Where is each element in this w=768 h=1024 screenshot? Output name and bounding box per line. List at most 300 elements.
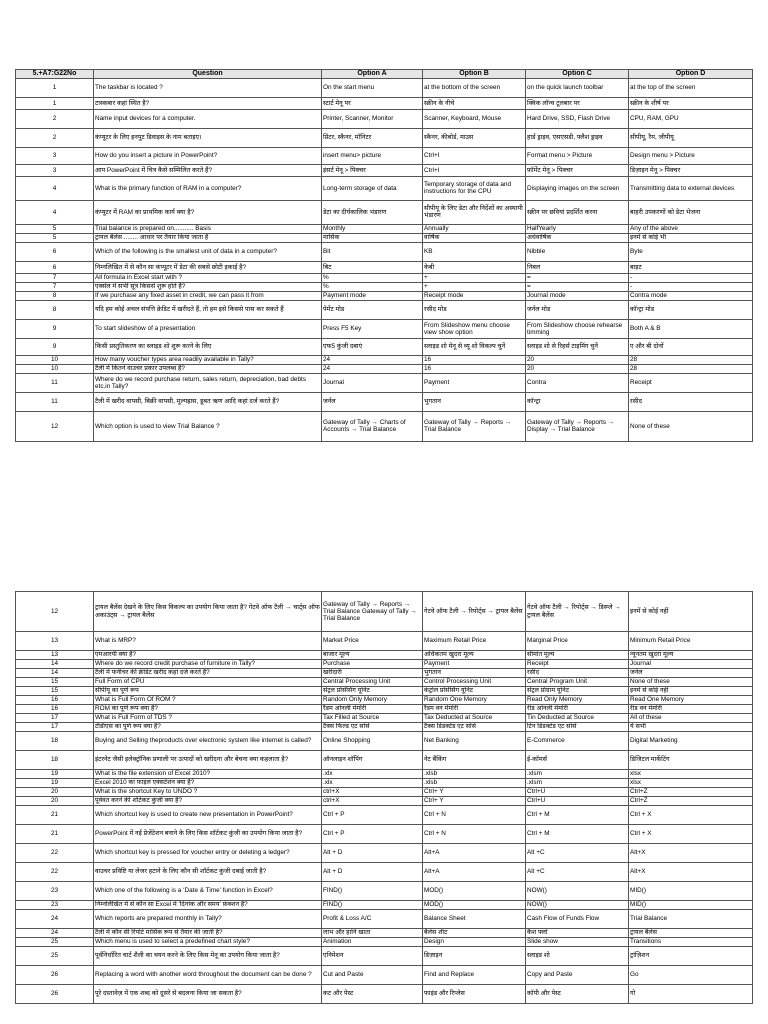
table-row [16,128,753,147]
option-a-cell: FIND() [322,882,423,901]
table-row [16,806,753,825]
question-cell: What is the file extension of Excel 2010? [94,770,322,779]
header-option-b: Option B [423,70,526,79]
row-number: 24 [16,910,94,929]
question-cell: Excel 2010 का फ़ाइल एक्सटेंशन क्या है? [94,779,322,788]
table-row [16,696,753,705]
option-b-cell: Receipt mode [423,291,526,300]
question-sheet-top [15,69,753,442]
row-number: 19 [16,770,94,779]
option-c-cell: Read Only Memory [526,696,629,705]
option-d-cell: सीपीयू, रैम, जीपीयू [629,128,753,147]
option-b-cell: Design [423,938,526,947]
option-a-cell: Monthly [322,224,423,233]
row-number: 23 [16,882,94,901]
option-d-cell: 28 [629,355,753,364]
option-c-cell: = [526,282,629,291]
option-d-cell: Go [629,966,753,985]
table-row [16,319,753,338]
header-option-a: Option A [322,70,423,79]
option-a-cell: Profit & Loss A/C [322,910,423,929]
option-a-cell: टैक्स फिल्ड एट सोर्स [322,723,423,732]
option-c-cell: Alt +C [526,863,629,882]
option-a-cell: FIND() [322,901,423,910]
question-cell: पूर्वनिर्धारित चार्ट शैली का चयन करने के लिए किस मेनू का उपयोग किया जाता है? [94,947,322,966]
option-c-cell: .xlsm [526,779,629,788]
option-a-cell: Gateway of Tally → Charts of Accounts → Trial Balance [322,411,423,441]
row-number: 22 [16,863,94,882]
option-a-cell: Gateway of Tally → Reports → Trial Balance Gateway of Tally → Trial Balance [322,592,423,632]
question-cell: Where do we record purchase return, sales return, depreciation, bad debts etc.in Tally? [94,373,322,392]
row-number: 2 [16,128,94,147]
table-row [16,261,753,273]
option-c-cell: Displaying images on the screen [526,176,629,200]
option-c-cell: जर्नल मोड [526,300,629,319]
option-b-cell: Payment [423,660,526,669]
table-row [16,723,753,732]
option-a-cell: Alt + D [322,844,423,863]
option-c-cell: Ctrl+U [526,788,629,797]
option-b-cell: स्लाइड शो मेनू से व्यू शो विकल्प चुनें [423,338,526,355]
option-a-cell: कट और पेस्ट [322,985,423,1004]
option-d-cell: Digital Marketing [629,732,753,751]
option-d-cell: स्क्रीन के शीर्ष पर [629,97,753,109]
table-row [16,109,753,128]
row-number: 9 [16,338,94,355]
option-c-cell: Format menu > Picture [526,147,629,164]
option-a-cell: Ctrl + P [322,825,423,844]
option-a-cell: Cut and Paste [322,966,423,985]
option-d-cell: Minimum Retail Price [629,632,753,651]
option-c-cell: 20 [526,355,629,364]
question-cell: All formula in Excel start with ? [94,273,322,282]
option-b-cell: केबी [423,261,526,273]
question-cell: कंप्यूटर के लिए इनपुट डिवाइस के नाम बताइए। [94,128,322,147]
question-cell: The taskbar is located ? [94,78,322,97]
option-d-cell: Alt+X [629,844,753,863]
option-a-cell: 24 [322,364,423,373]
option-b-cell: सीपीयू के लिए डेटा और निर्देशों का अस्थायी भंडारण [423,200,526,224]
row-number: 11 [16,373,94,392]
option-b-cell: Payment [423,373,526,392]
option-d-cell: Receipt [629,373,753,392]
table-row [16,392,753,411]
option-b-cell: नेट बैंकिंग [423,751,526,770]
option-d-cell: None of these [629,678,753,687]
row-number: 1 [16,78,94,97]
option-d-cell: Ctrl+Z [629,797,753,806]
option-b-cell: टैक्स डिडक्टेड एट सोर्स [423,723,526,732]
option-b-cell: Ctrl + N [423,806,526,825]
table-row [16,788,753,797]
option-d-cell: Both A & B [629,319,753,338]
option-d-cell: रीड वन मेमोरी [629,705,753,714]
option-b-cell: बैलेंस शीट [423,929,526,938]
option-d-cell: xlsx [629,770,753,779]
row-number: 19 [16,779,94,788]
option-b-cell: डिज़ाइन [423,947,526,966]
question-cell: Which menu is used to select a predefined chart style? [94,938,322,947]
option-b-cell: Gateway of Tally → Reports → Trial Balance [423,411,526,441]
option-c-cell: Receipt [526,660,629,669]
option-b-cell: Balance Sheet [423,910,526,929]
option-c-cell: अर्धवार्षिक [526,233,629,242]
option-a-cell: Tax Filled at Source [322,714,423,723]
row-number: 10 [16,364,94,373]
table-row [16,929,753,938]
option-c-cell: स्लाइड शो [526,947,629,966]
option-a-cell: Online Shopping [322,732,423,751]
option-c-cell: Gateway of Tally → Reports → Display → Trial Balance [526,411,629,441]
option-d-cell: ए और बी दोनों [629,338,753,355]
option-c-cell: Central Program Unit [526,678,629,687]
option-d-cell: None of these [629,411,753,441]
row-number: 23 [16,901,94,910]
row-number: 18 [16,751,94,770]
option-b-cell: फाइंड और रिप्लेस [423,985,526,1004]
option-d-cell: at the top of the screen [629,78,753,97]
table-row [16,411,753,441]
option-b-cell: .xlsb [423,779,526,788]
table-row [16,176,753,200]
option-b-cell: From Slideshow menu choose view show option [423,319,526,338]
option-d-cell: Any of the above [629,224,753,233]
option-c-cell: स्क्रीन पर छवियां प्रदर्शित करना [526,200,629,224]
row-number: 7 [16,282,94,291]
option-b-cell: Tax Deducted at Source [423,714,526,723]
question-cell: वाउचर प्रविष्टि या लेजर हटाने के लिए कौन सी शॉर्टकट कुंजी दबाई जाती है? [94,863,322,882]
option-b-cell: Alt+A [423,863,526,882]
header-no: 5.+A7:G22No [16,70,94,79]
table-row [16,242,753,261]
question-cell: पूरे दस्तावेज़ में एक शब्द को दूसरे से बदलना किया जा सकता है? [94,985,322,1004]
row-number: 13 [16,651,94,660]
table-row [16,985,753,1004]
table-row [16,651,753,660]
option-a-cell: Payment mode [322,291,423,300]
question-cell: ट्रायल बैलेंस देखने के लिए किस विकल्प का उपयोग किया जाता है? गेटवे ऑफ टैली → चार्ट्स ऑफ अकाउंट्स → ट्रायल बैलेंस [94,592,322,632]
option-a-cell: इंसर्ट मेनू > पिक्चर [322,164,423,176]
option-a-cell: ctrl+X [322,797,423,806]
option-a-cell: Market Price [322,632,423,651]
question-cell: What is the shortcut Key to UNDO ? [94,788,322,797]
question-cell: निम्नलिखित में से कौन सा कंप्यूटर में डेटा की सबसे छोटी इकाई है? [94,261,322,273]
option-b-cell: कंट्रोल प्रोसेसिंग यूनिट [423,687,526,696]
row-number: 24 [16,929,94,938]
option-a-cell: ऑनलाइन शॉपिंग [322,751,423,770]
option-c-cell: Alt +C [526,844,629,863]
option-c-cell: Marginal Price [526,632,629,651]
option-d-cell: Byte [629,242,753,261]
table-row [16,233,753,242]
row-number: 13 [16,632,94,651]
question-cell: सीपीयू का पूर्ण रूप [94,687,322,696]
option-c-cell: Hard Drive, SSD, Flash Drive [526,109,629,128]
row-number: 5 [16,224,94,233]
option-a-cell: % [322,282,423,291]
option-c-cell: कैश फ्लो [526,929,629,938]
question-cell: निम्नलिखित में से कौन सा Excel में 'दिनांक और समय' फ़ंक्शन है? [94,901,322,910]
question-cell: कंप्यूटर में RAM का प्राथमिक कार्य क्या है? [94,200,322,224]
question-cell: Which option is used to view Trial Balance ? [94,411,322,441]
question-cell: Which of the following is the smallest unit of data in a computer? [94,242,322,261]
table-row [16,825,753,844]
table-row [16,355,753,364]
row-number: 11 [16,392,94,411]
table-row [16,364,753,373]
table-row [16,882,753,901]
option-c-cell: = [526,273,629,282]
option-b-cell: .xlsb [423,770,526,779]
row-number: 20 [16,797,94,806]
option-b-cell: MOD() [423,882,526,901]
row-number: 4 [16,200,94,224]
option-c-cell: रीड ओनली मेमोरी [526,705,629,714]
row-number: 14 [16,669,94,678]
table-row [16,732,753,751]
option-d-cell: Journal [629,660,753,669]
question-cell: What is Full Form Of ROM ? [94,696,322,705]
option-c-cell: From Slideshow choose rehearse timming [526,319,629,338]
question-cell: टीडीएस का पूर्ण रूप क्या है? [94,723,322,732]
option-d-cell: Ctrl + X [629,825,753,844]
option-c-cell: Cash Flow of Funds Flow [526,910,629,929]
option-a-cell: बाजार मूल्य [322,651,423,660]
row-number: 6 [16,242,94,261]
header-row [16,70,753,79]
row-number: 25 [16,947,94,966]
option-d-cell: Ctrl + X [629,806,753,825]
table-row [16,373,753,392]
row-number: 21 [16,806,94,825]
question-cell: What is MRP? [94,632,322,651]
option-a-cell: Central Processing Unit [322,678,423,687]
option-b-cell: 16 [423,364,526,373]
option-d-cell: Design menu > Picture [629,147,753,164]
option-b-cell: रसीद मोड [423,300,526,319]
option-a-cell: लाभ और हानि खाता [322,929,423,938]
question-cell: Full Form of CPU [94,678,322,687]
option-a-cell: डेटा का दीर्घकालिक भंडारण [322,200,423,224]
option-c-cell: NOW() [526,882,629,901]
table-row [16,938,753,947]
option-c-cell: कॉपी और पेस्ट [526,985,629,1004]
table-row [16,714,753,723]
row-number: 4 [16,176,94,200]
row-number: 3 [16,147,94,164]
option-c-cell: Nibble [526,242,629,261]
question-cell: How do you insert a picture in PowerPoint? [94,147,322,164]
option-a-cell: Random Only Memory [322,696,423,705]
row-number: 6 [16,261,94,273]
table-row [16,273,753,282]
option-d-cell: न्यूनतम खुदरा मूल्य [629,651,753,660]
option-c-cell: Ctrl+U [526,797,629,806]
option-c-cell: Contra [526,373,629,392]
question-cell: टैली में खरीद वापसी, बिक्री वापसी, मूल्यह्रास, डूबत ऋण आदि कहां दर्ज करते हैं? [94,392,322,411]
row-number: 26 [16,966,94,985]
table-row [16,291,753,300]
table-row [16,863,753,882]
question-cell: टास्कबार कहां स्थित है? [94,97,322,109]
option-d-cell: Ctrl+Z [629,788,753,797]
table-row [16,797,753,806]
option-a-cell: Bit [322,242,423,261]
option-c-cell: टिन डिडक्टेड एट सोर्स [526,723,629,732]
option-b-cell: स्क्रीन के नीचे [423,97,526,109]
table-row [16,660,753,669]
option-d-cell: इनमें से कोई नहीं [629,592,753,632]
option-b-cell: Random One Memory [423,696,526,705]
option-d-cell: इनमें से कोई भी [629,233,753,242]
row-number: 22 [16,844,94,863]
table-row [16,300,753,319]
option-a-cell: .xlx [322,779,423,788]
option-d-cell: कॉन्ट्रा मोड [629,300,753,319]
option-b-cell: गेटवे ऑफ टैली → रिपोर्ट्स → ट्रायल बैलेंस [423,592,526,632]
option-b-cell: स्कैनर, कीबोर्ड, माउस [423,128,526,147]
question-cell: Where do we record credit purchase of furniture in Tally? [94,660,322,669]
question-cell: Which shortcut key is pressed for voucher entry or deleting a ledger? [94,844,322,863]
option-c-cell: फ़ॉर्मेट मेनू > पिक्चर [526,164,629,176]
option-a-cell: On the start menu [322,78,423,97]
option-a-cell: एनिमेशन [322,947,423,966]
table-row [16,78,753,97]
table-row [16,282,753,291]
option-b-cell: + [423,282,526,291]
option-b-cell: Ctrl+I [423,147,526,164]
table-row [16,751,753,770]
option-c-cell: रसीद [526,669,629,678]
row-number: 16 [16,705,94,714]
question-cell: यदि हम कोई अचल संपत्ति क्रेडिट में खरीदते हैं, तो हम इसे किससे पास कर सकते हैं [94,300,322,319]
option-b-cell: Annually [423,224,526,233]
table-row [16,678,753,687]
option-d-cell: Alt+X [629,863,753,882]
option-d-cell: MID() [629,901,753,910]
option-d-cell: डिजिटल मार्केटिंग [629,751,753,770]
option-d-cell: - [629,282,753,291]
option-c-cell: गेटवे ऑफ टैली → रिपोर्ट्स → डिस्प्ले → ट्रायल बैलेंस [526,592,629,632]
row-number: 26 [16,985,94,1004]
option-d-cell: Transitions [629,938,753,947]
question-cell: Replacing a word with another word throughout the document can be done ? [94,966,322,985]
table-row [16,947,753,966]
option-c-cell: HalfYearly [526,224,629,233]
option-a-cell: ctrl+X [322,788,423,797]
header-option-c: Option C [526,70,629,79]
option-a-cell: एफ5 कुंजी दबाएं [322,338,423,355]
option-c-cell: Copy and Paste [526,966,629,985]
option-d-cell: बाइट [629,261,753,273]
table-row [16,910,753,929]
option-d-cell: ट्रायल बैलेंस [629,929,753,938]
option-d-cell: रसीद [629,392,753,411]
option-b-cell: at the bottom of the screen [423,78,526,97]
row-number: 14 [16,660,94,669]
option-c-cell: .xlsm [526,770,629,779]
option-b-cell: Find and Replace [423,966,526,985]
option-a-cell: .xlx [322,770,423,779]
option-a-cell: Press F5 Key [322,319,423,338]
option-d-cell: जर्नल [629,669,753,678]
table-row [16,97,753,109]
question-cell: पूर्ववत करने की शॉर्टकट कुंजी क्या है? [94,797,322,806]
option-c-cell: हार्ड ड्राइव, एसएसडी, फ्लैश ड्राइव [526,128,629,147]
question-cell: What is the primary function of RAM in a computer? [94,176,322,200]
row-number: 17 [16,723,94,732]
option-a-cell: मासिक [322,233,423,242]
option-c-cell: on the quick launch toolbar [526,78,629,97]
option-d-cell: Contra mode [629,291,753,300]
header-option-d: Option D [629,70,753,79]
table-row [16,338,753,355]
table-row [16,770,753,779]
option-a-cell: Long-term storage of data [322,176,423,200]
option-a-cell: Printer, Scanner, Monitor [322,109,423,128]
option-a-cell: 24 [322,355,423,364]
option-a-cell: Journal [322,373,423,392]
row-number: 8 [16,300,94,319]
option-b-cell: भुगतान [423,392,526,411]
option-b-cell: Ctrl+ Y [423,788,526,797]
question-cell: टैली में फर्नीचर की क्रेडिट खरीद कहां दर्ज करते हैं? [94,669,322,678]
option-c-cell: कॉन्ट्रा [526,392,629,411]
row-number: 1 [16,97,94,109]
option-b-cell: वार्षिक [423,233,526,242]
table-row [16,687,753,696]
option-c-cell: Journal mode [526,291,629,300]
option-c-cell: सीमांत मूल्य [526,651,629,660]
option-c-cell: निबल [526,261,629,273]
option-d-cell: डिज़ाइन मेनू > पिक्चर [629,164,753,176]
option-d-cell: इनमें से कोई नहीं [629,687,753,696]
option-b-cell: अधिकतम खुदरा मूल्य [423,651,526,660]
option-a-cell: रैंडम ओनली मेमोरी [322,705,423,714]
table-row [16,966,753,985]
option-c-cell: Ctrl + M [526,825,629,844]
option-d-cell: MID() [629,882,753,901]
row-number: 8 [16,291,94,300]
table-row [16,669,753,678]
row-number: 7 [16,273,94,282]
option-b-cell: Temporary storage of data and instructions for the CPU [423,176,526,200]
option-a-cell: पेमेंट मोड [322,300,423,319]
question-cell: What is Full Form of TDS ? [94,714,322,723]
option-c-cell: E-Commerce [526,732,629,751]
option-c-cell: Tin Deducted at Source [526,714,629,723]
option-b-cell: Ctrl + N [423,825,526,844]
option-b-cell: Ctrl+I [423,164,526,176]
table-row [16,901,753,910]
option-d-cell: Trial Balance [629,910,753,929]
option-b-cell: MOD() [423,901,526,910]
header-question: Question [94,70,322,79]
option-c-cell: NOW() [526,901,629,910]
question-cell: How many voucher types area readily available in Tally? [94,355,322,364]
question-cell: टैली में कितने वाउचर प्रकार उपलब्ध हैं? [94,364,322,373]
option-b-cell: रैंडम वन मेमोरी [423,705,526,714]
option-d-cell: ये सभी [629,723,753,732]
table-row [16,705,753,714]
row-number: 25 [16,938,94,947]
table-row [16,147,753,164]
row-number: 15 [16,687,94,696]
option-a-cell: insert menu> picture [322,147,423,164]
row-number: 20 [16,788,94,797]
row-number: 9 [16,319,94,338]
option-a-cell: Animation [322,938,423,947]
